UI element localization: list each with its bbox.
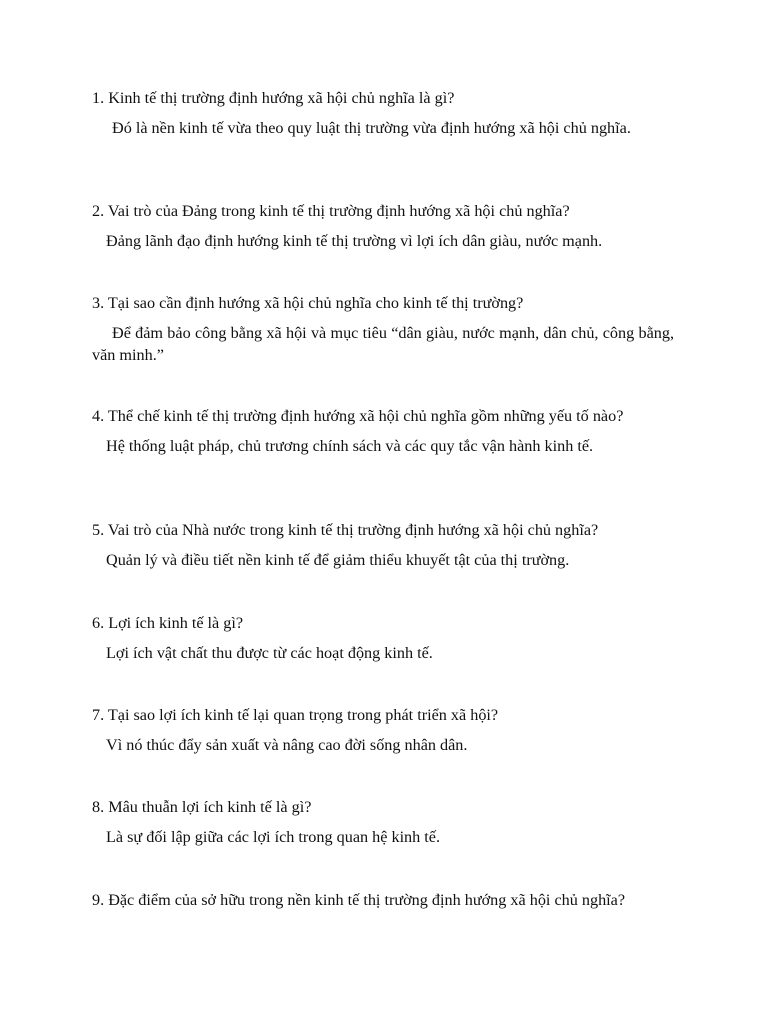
qa-item-1: [92, 87, 674, 139]
qa-item-8: [92, 796, 674, 848]
qa-item-5: [92, 519, 674, 571]
answer-4: Hệ thống luật pháp, chủ trương chính sách và các quy tắc vận hành kinh tế.: [106, 437, 594, 455]
question-7: 7. Tại sao lợi ích kinh tế lại quan trọng trong phát triển xã hội?: [92, 706, 499, 724]
qa-item-9: [92, 889, 674, 911]
qa-item-6: [92, 612, 674, 664]
qa-item-4: [92, 405, 674, 457]
answer-3: Để đảm bảo công bằng xã hội và mục tiêu “dân giàu, nước mạnh, dân chủ, công bằng, văn minh.”: [92, 324, 674, 364]
question-4: 4. Thể chế kinh tế thị trường định hướng xã hội chủ nghĩa gồm những yếu tố nào?: [92, 407, 624, 425]
answer-8: Là sự đối lập giữa các lợi ích trong quan hệ kinh tế.: [106, 828, 441, 846]
question-6: 6. Lợi ích kinh tế là gì?: [92, 614, 244, 632]
question-9: 9. Đặc điểm của sở hữu trong nền kinh tế thị trường định hướng xã hội chủ nghĩa?: [92, 891, 626, 909]
answer-6: Lợi ích vật chất thu được từ các hoạt động kinh tế.: [106, 644, 433, 662]
qa-item-3: [92, 292, 674, 366]
qa-item-7: [92, 704, 674, 756]
qa-item-2: [92, 200, 674, 252]
answer-2: Đảng lãnh đạo định hướng kinh tế thị trường vì lợi ích dân giàu, nước mạnh.: [106, 232, 603, 250]
question-1: 1. Kinh tế thị trường định hướng xã hội chủ nghĩa là gì?: [92, 89, 455, 107]
answer-5: Quản lý và điều tiết nền kinh tế để giảm thiểu khuyết tật của thị trường.: [106, 551, 570, 569]
answer-1: Đó là nền kinh tế vừa theo quy luật thị trường vừa định hướng xã hội chủ nghĩa.: [112, 119, 631, 137]
question-5: 5. Vai trò của Nhà nước trong kinh tế thị trường định hướng xã hội chủ nghĩa?: [92, 521, 599, 539]
question-2: 2. Vai trò của Đảng trong kinh tế thị trường định hướng xã hội chủ nghĩa?: [92, 202, 570, 220]
question-8: 8. Mâu thuẫn lợi ích kinh tế là gì?: [92, 798, 312, 816]
question-3: 3. Tại sao cần định hướng xã hội chủ nghĩa cho kinh tế thị trường?: [92, 294, 524, 312]
answer-7: Vì nó thúc đẩy sản xuất và nâng cao đời sống nhân dân.: [106, 736, 468, 754]
